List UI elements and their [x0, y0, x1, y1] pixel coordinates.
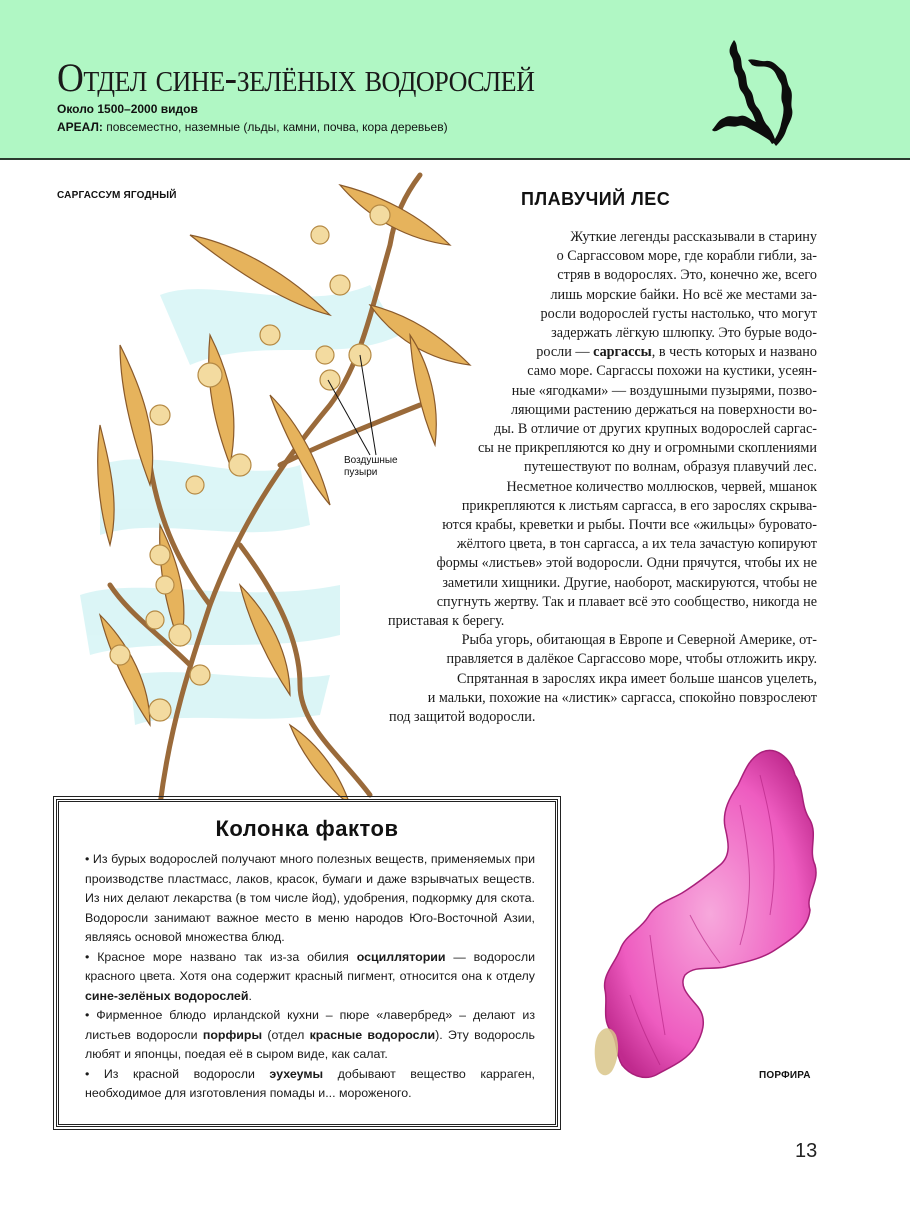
article-line: приставая к берегу. — [388, 613, 505, 630]
fact-item — [85, 1065, 535, 1104]
fact-text: . — [248, 988, 252, 1003]
article-body — [377, 228, 817, 727]
porphyra-caption: ПОРФИРА — [759, 1070, 811, 1081]
fact-item — [85, 850, 535, 948]
article-line: прикрепляются к листьям саргасса, в его зарослях скрыва- — [461, 497, 817, 514]
article-line: ляющими растению держаться на поверхности во- — [510, 401, 817, 418]
seaweed-silhouette-icon — [710, 38, 800, 148]
article-text: , в честь которых и названо — [651, 344, 817, 361]
fact-text: • Из красной водоросли — [85, 1066, 270, 1081]
fact-text: — водоросли красного цвета. Хотя она содержит красный пигмент, относится она к отделу — [85, 949, 535, 983]
fact-text: • Фирменное блюдо ирландской кухни – пюре «лавербред» – делают из листьев водоросли — [85, 1008, 535, 1042]
article-line: путешествуют по волнам, образуя плавучий лес. — [523, 459, 817, 476]
article-title: ПЛАВУЧИЙ ЛЕС — [521, 189, 671, 209]
fact-bold-term: сине-зелёных водорослей — [85, 988, 249, 1003]
article-line: Несметное количество моллюсков, червей, мшанок — [506, 478, 817, 495]
fact-text: ). Эту водоросль любят и японцы, поедая её в сыром виде, как салат. — [85, 1027, 535, 1061]
article-line: Жуткие легенды рассказывали в старину — [570, 229, 817, 245]
article-line: спугнуть жертву. Так и плавает всё это сообщество, никогда не — [436, 593, 817, 610]
article-line: ды. В отличие от других крупных водорослей саргас- — [494, 421, 817, 438]
range-info — [57, 120, 448, 134]
article-line: правляется в далёкое Саргассово море, чтобы отложить икру. — [446, 651, 817, 668]
fact-text: (отдел — [262, 1027, 310, 1042]
fact-bold-term: эухеумы — [269, 1066, 324, 1081]
fact-bold-term: порфиры — [202, 1027, 263, 1042]
range-label: АРЕАЛ: — [57, 120, 103, 134]
article-line-sargassy — [377, 343, 817, 362]
range-value: повсеместно, наземные (льды, камни, почва, кора деревьев) — [102, 120, 448, 134]
page-number: 13 — [795, 1140, 818, 1162]
sargassum-caption: САРГАССУМ ЯГОДНЫЙ — [57, 190, 177, 201]
fact-text: добывают вещество карраген, необходимое для изготовления помады и... мороженого. — [85, 1066, 536, 1100]
fact-column-title: Колонка фактов — [215, 816, 399, 841]
fact-item — [85, 1006, 535, 1065]
article-line: лишь морские байки. Но всё же местами за- — [550, 286, 817, 303]
chapter-title: Отдел сине-зелёных водорослей — [57, 55, 535, 100]
article-line: о Саргассовом море, где корабли гибли, за- — [556, 248, 817, 265]
article-line: и мальки, похожие на «листик» саргасса, спокойно повзрослеют — [427, 689, 817, 706]
article-line: ные «ягодками» — воздушными пузырями, позво- — [511, 382, 817, 399]
article-line: сы не прикрепляются ко дну и огромными скоплениями — [478, 440, 817, 457]
article-line: ются крабы, креветки и рыбы. Почти все «жильцы» буровато- — [442, 517, 817, 534]
article-line: само море. Саргассы похожи на кустики, усеян- — [527, 363, 817, 380]
article-line: заметили хищники. Другие, наоборот, маскируются, чтобы не — [442, 574, 817, 591]
fact-column-body — [85, 850, 535, 1104]
fact-bold-term: осциллятории — [356, 949, 446, 964]
fact-text: • Из бурых водорослей получают много полезных веществ, применяемых при производстве пластмасс, лаков, красок, бумаги и даже взрывчатых веществ. Из них делают лекарства (в том числе йод), удобрения, подкормку для скота. Водоросли занимают важное место в меню народов Юго-Восточной Азии, являясь основой множества блюд. — [85, 852, 535, 944]
air-bubbles-label-line1: Воздушные — [344, 455, 398, 466]
article-line: формы «листьев» этой водоросли. Одни прячутся, чтобы их не — [436, 555, 817, 572]
article-line: стряв в водорослях. Это, конечно же, всего — [557, 267, 817, 284]
air-bubbles-label-line2: пузыри — [344, 467, 378, 478]
fact-item — [85, 948, 535, 1007]
article-line: Спрятанная в зарослях икра имеет больше шансов уцелеть, — [457, 670, 817, 687]
species-count: Около 1500–2000 видов — [57, 102, 198, 116]
chapter-header — [0, 0, 910, 160]
article-line: Рыба угорь, обитающая в Европе и Северной Америке, от- — [461, 632, 817, 649]
article-bold-term: саргассы — [593, 344, 652, 361]
porphyra-illustration — [590, 735, 830, 1115]
fact-column-box — [56, 799, 558, 1127]
article-line: задержать лёгкую шлюпку. Это бурые водо- — [551, 325, 817, 342]
fact-bold-term: красные водоросли — [309, 1027, 436, 1042]
article-line: жёлтого цвета, в тон саргасса, а их тела зачастую копируют — [456, 536, 817, 553]
article-line: под защитой водоросли. — [389, 709, 536, 726]
article-text: росли — — [536, 344, 594, 361]
fact-text: • Красное море названо так из-за обилия — [85, 949, 357, 964]
article-line: росли водорослей густы настолько, что могут — [540, 305, 817, 322]
